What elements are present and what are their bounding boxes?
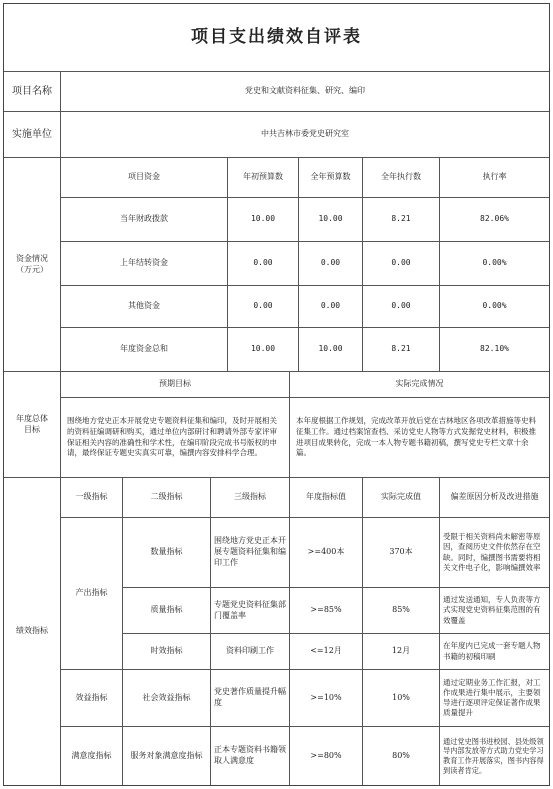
perf-header: 实际完成值 <box>363 478 440 518</box>
perf-header: 二级指标 <box>123 478 211 518</box>
perf-header: 偏差原因分析及改进措施 <box>440 478 549 518</box>
funds-header: 执行率 <box>440 158 549 198</box>
funds-header: 年初预算数 <box>228 158 299 198</box>
evaluation-table <box>3 3 550 786</box>
goals-actual-text: 本年度根据工作规划，完成改革开放后党在吉林地区各项改革措施等史料征集工作。通过档案馆查档、采访党史人物等方式发掘党史材料，积极推进项目成果转化，完成一本人物专题书籍初稿，撰写党史专栏文章十余篇。 <box>290 398 549 478</box>
perf-header: 一级指标 <box>61 478 123 518</box>
perf-target: >=10% <box>290 670 363 727</box>
perf-actual: 85% <box>363 588 440 634</box>
funds-header: 全年预算数 <box>299 158 363 198</box>
funds-header: 全年执行数 <box>363 158 440 198</box>
perf-note: 通过定期业务工作汇报，对工作成果进行集中展示，主要领导进行逐项评定保证著作成果质量提升 <box>440 670 549 727</box>
funds-cell: 82.10% <box>440 328 549 372</box>
funds-cell: 10.00 <box>228 328 299 372</box>
satisfaction-indicator-label: 满意度指标 <box>61 727 123 785</box>
perf-l3: 资料印刷工作 <box>211 634 290 670</box>
perf-header: 年度指标值 <box>290 478 363 518</box>
project-name-value: 党史和文献资料征集、研究、编印 <box>61 72 549 112</box>
perf-target: >=85% <box>290 588 363 634</box>
goals-expected-text: 围绕地方党史正本开展党史专题资料征集和编印，及时开展相关的资料征编调研和购买，通过单位内部研讨和聘请外部专家评审保证相关内容的准确性和学术性，在编印阶段完成书号版权的申请，最终保证专题史实真实可靠，编撰内容安排科学合理。 <box>61 398 290 478</box>
funds-cell: 0.00% <box>440 242 549 286</box>
perf-l3: 正本专题资料书籍领取人满意度 <box>211 727 290 785</box>
perf-l2: 质量指标 <box>123 588 211 634</box>
perf-l3: 党史著作质量提升幅度 <box>211 670 290 727</box>
funds-row-label: 年度资金总和 <box>61 328 228 372</box>
perf-l2: 时效指标 <box>123 634 211 670</box>
perf-note: 通过党史图书进校园、县处级领导内部发放等方式助力党史学习教育工作开展落实，图书内容得到读者肯定。 <box>443 736 544 775</box>
funds-row-label: 其他资金 <box>61 286 228 328</box>
output-indicator-label: 产出指标 <box>61 518 123 670</box>
funds-cell: 10.00 <box>228 198 299 242</box>
perf-actual: 80% <box>363 727 440 785</box>
funds-cell: 0.00 <box>228 242 299 286</box>
perf-target: >=80% <box>290 727 363 785</box>
funds-row-label: 当年财政拨款 <box>61 198 228 242</box>
perf-note: 在年度内已完成一套专题人物书籍的初稿印刷 <box>440 634 549 670</box>
funds-label: 资金情况 （万元） <box>4 158 61 372</box>
goals-actual-header: 实际完成情况 <box>290 372 549 398</box>
funds-cell: 10.00 <box>299 198 363 242</box>
page-title: 项目支出绩效自评表 <box>4 4 549 72</box>
funds-cell: 0.00 <box>363 242 440 286</box>
funds-cell: 8.21 <box>363 198 440 242</box>
funds-header: 项目资金 <box>61 158 228 198</box>
unit-label: 实施单位 <box>4 112 61 158</box>
funds-cell: 0.00 <box>299 242 363 286</box>
benefit-indicator-label: 效益指标 <box>61 670 123 727</box>
funds-cell: 0.00 <box>228 286 299 328</box>
perf-target: >=400本 <box>290 518 363 588</box>
perf-l2: 数量指标 <box>123 518 211 588</box>
perf-label: 绩效指标 <box>4 478 61 785</box>
perf-actual: 10% <box>363 670 440 727</box>
perf-actual: 370本 <box>363 518 440 588</box>
perf-l2: 服务对象满意度指标 <box>123 727 211 785</box>
perf-target: <=12月 <box>290 634 363 670</box>
perf-l3: 专题党史资料征集部门覆盖率 <box>211 588 290 634</box>
perf-actual: 12月 <box>363 634 440 670</box>
funds-cell: 82.06% <box>440 198 549 242</box>
perf-l2: 社会效益指标 <box>123 670 211 727</box>
funds-row-label: 上年结转资金 <box>61 242 228 286</box>
funds-cell: 10.00 <box>299 328 363 372</box>
project-name-label: 项目名称 <box>4 72 61 112</box>
goals-expected-header: 预期目标 <box>61 372 290 398</box>
perf-note: 受限于相关资料尚未解密等原因，查阅历史文件依然存在空缺。同时，编撰图书需要将相关文件电子化，影响编撰效率 <box>440 518 549 588</box>
unit-value: 中共吉林市委党史研究室 <box>61 112 549 158</box>
funds-cell: 0.00 <box>299 286 363 328</box>
perf-l3: 围绕地方党史正本开展专题资料征集和编印工作 <box>211 518 290 588</box>
perf-note: 通过发送通知，专人负责等方式实现党史资料征集范围的有效覆盖 <box>440 588 549 634</box>
funds-cell: 0.00 <box>363 286 440 328</box>
funds-cell: 8.21 <box>363 328 440 372</box>
goals-label: 年度总体 目标 <box>4 372 61 478</box>
perf-header: 三级指标 <box>211 478 290 518</box>
funds-cell: 0.00% <box>440 286 549 328</box>
